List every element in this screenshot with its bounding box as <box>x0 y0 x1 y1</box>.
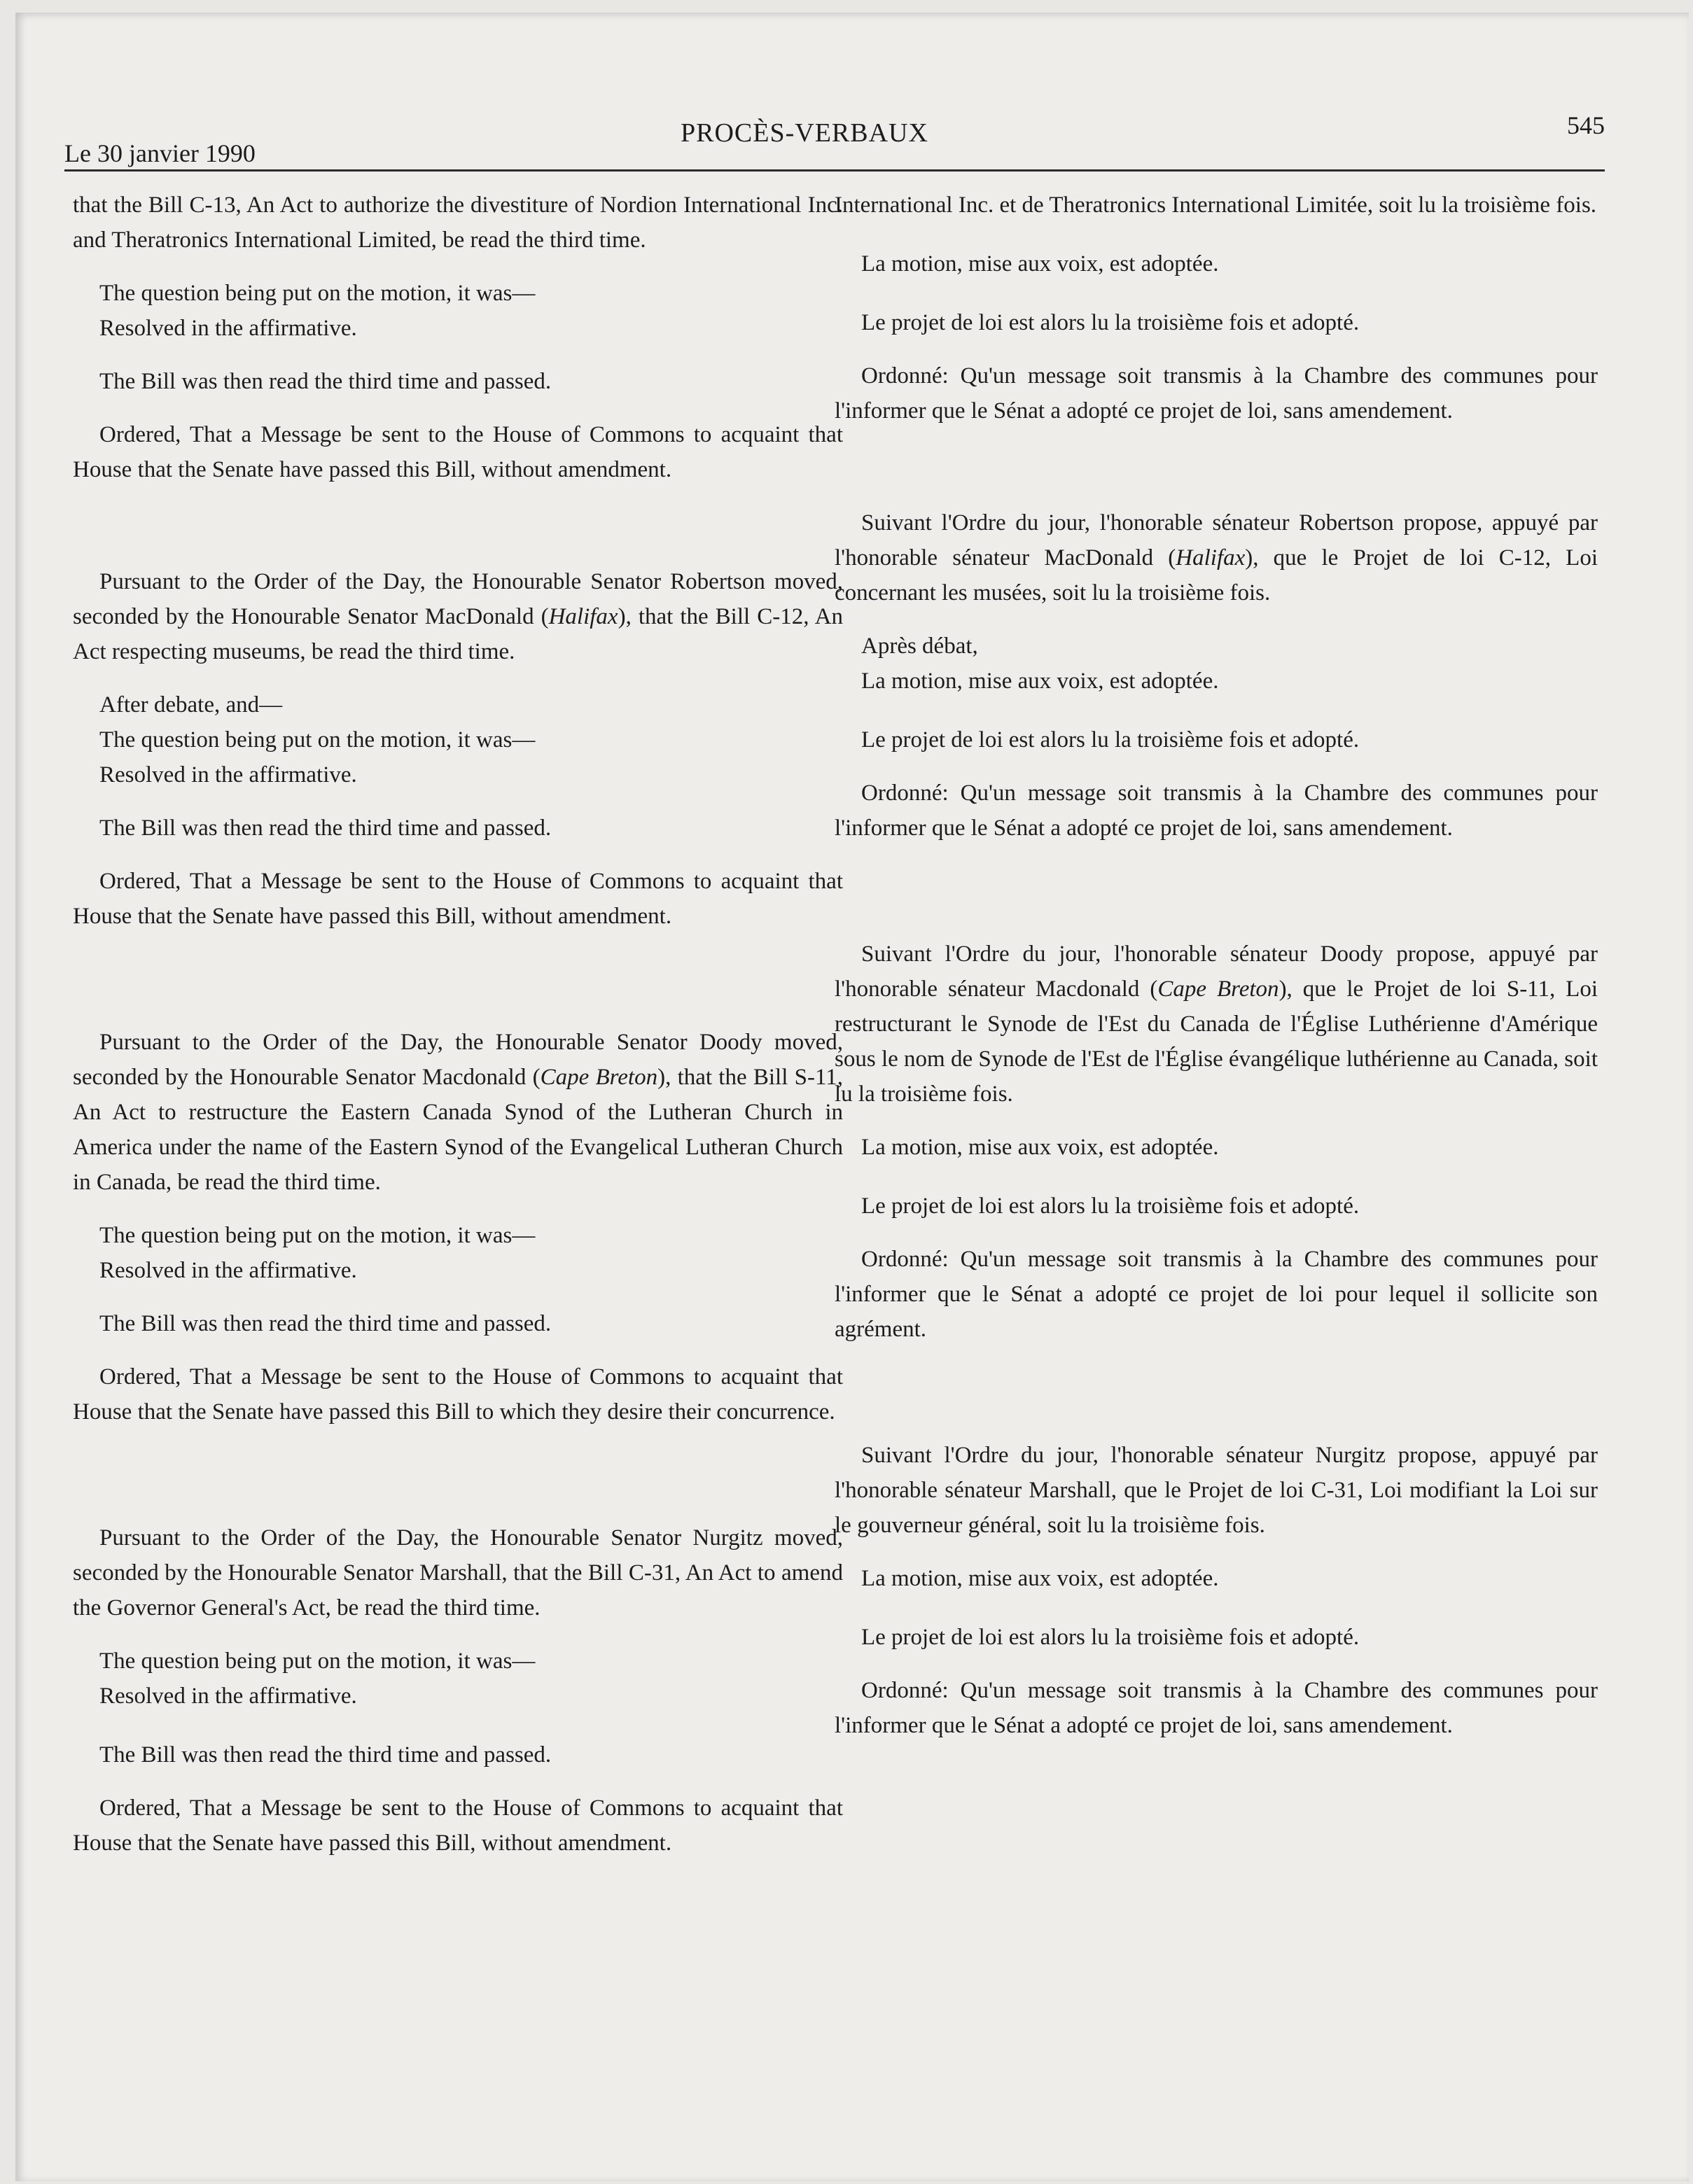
motion-text: Pursuant to the Order of the Day, the Honourable Senator Doody moved, seconded by the Honourable Senator Macdonald ( <box>73 1030 843 1090</box>
paragraph: Le projet de loi est alors lu la troisième fois et adopté. <box>861 1625 1360 1650</box>
header-date: Le 30 janvier 1990 <box>64 139 256 167</box>
constituency-italic: Halifax <box>548 604 618 629</box>
page-number: 545 <box>1567 111 1605 139</box>
motion-paragraph: Suivant l'Ordre du jour, l'honorable sénateur Nurgitz propose, appuyé par l'honorable sénateur Marshall, que le Projet de loi C-31, Loi modifiant la Loi sur le gouverneur général, soit lu la troisième fois. <box>835 1443 1598 1538</box>
motion-text: ), que le Projet de loi S-11, Loi restructurant le Synode de l'Est du Canada de l'Église Luthérienne d'Amérique sous le nom de Synode de l'Est de l'Église évangélique luthérienne au Canada, soit lu la troisième fois. <box>835 976 1598 1107</box>
vote-result: Resolved in the affirmative. <box>99 316 357 341</box>
vote-block <box>73 1218 843 1288</box>
constituency-italic: Cape Breton <box>540 1065 658 1090</box>
paragraph: Ordered, That a Message be sent to the House of Commons to acquaint that House that the Senate have passed this Bill to which they desire their concurrence. <box>73 1364 843 1424</box>
vote-result: Resolved in the affirmative. <box>99 762 357 788</box>
vote-line: After debate, and— <box>99 692 283 718</box>
page-header <box>64 111 1605 174</box>
vote-result: La motion, mise aux voix, est adoptée. <box>861 668 1219 694</box>
paragraph: Ordered, That a Message be sent to the House of Commons to acquaint that House that the Senate have passed this Bill, without amendment. <box>73 422 843 482</box>
paragraph: International Inc. et de Theratronics International Limitée, soit lu la troisième fois. <box>835 192 1597 218</box>
motion-text: Pursuant to the Order of the Day, the Honourable Senator Robertson moved, seconded by the Honourable Senator MacDonald ( <box>73 569 843 629</box>
vote-block <box>73 1644 843 1714</box>
motion-paragraph <box>73 564 843 669</box>
constituency-italic: Halifax <box>1176 545 1246 570</box>
motion-text: ), que le Projet de loi C-12, Loi concernant les musées, soit lu la troisième fois. <box>835 545 1598 606</box>
vote-result: Resolved in the affirmative. <box>99 1684 357 1709</box>
constituency-italic: Cape Breton <box>1157 976 1279 1002</box>
paragraph: Le projet de loi est alors lu la troisième fois et adopté. <box>861 1194 1360 1219</box>
paragraph: Ordonné: Qu'un message soit transmis à la Chambre des communes pour l'informer que le Sénat a adopté ce projet de loi pour lequel il sollicite son agrément. <box>835 1247 1598 1342</box>
paragraph: that the Bill C-13, An Act to authorize the divestiture of Nordion International Inc. and Theratronics International Limited, be read the third time. <box>73 192 843 253</box>
paragraph: Ordonné: Qu'un message soit transmis à la Chambre des communes pour l'informer que le Sénat a adopté ce projet de loi, sans amendement. <box>835 363 1598 424</box>
motion-text: ), that the Bill C-12, An Act respecting museums, be read the third time. <box>73 604 843 664</box>
header-rule <box>64 169 1605 172</box>
paragraph: La motion, mise aux voix, est adoptée. <box>861 251 1219 276</box>
header-title: PROCÈS-VERBAUX <box>681 118 928 148</box>
paragraph: Le projet de loi est alors lu la troisième fois et adopté. <box>861 727 1360 752</box>
paragraph: La motion, mise aux voix, est adoptée. <box>861 1566 1219 1591</box>
motion-paragraph <box>73 1025 843 1200</box>
motion-paragraph <box>835 937 1598 1112</box>
vote-block <box>73 687 843 792</box>
paragraph: La motion, mise aux voix, est adoptée. <box>861 1135 1219 1160</box>
vote-block <box>73 276 843 346</box>
paragraph: The Bill was then read the third time and passed. <box>99 816 552 841</box>
motion-text: Suivant l'Ordre du jour, l'honorable sénateur Robertson propose, appuyé par l'honorable sénateur MacDonald ( <box>835 510 1598 570</box>
vote-line: The question being put on the motion, it was— <box>99 281 536 306</box>
motion-text: Suivant l'Ordre du jour, l'honorable sénateur Doody propose, appuyé par l'honorable sénateur Macdonald ( <box>835 941 1598 1002</box>
paragraph: The Bill was then read the third time and passed. <box>99 1311 552 1336</box>
paragraph: Ordonné: Qu'un message soit transmis à la Chambre des communes pour l'informer que le Sénat a adopté ce projet de loi, sans amendement. <box>835 780 1598 841</box>
paragraph: Ordered, That a Message be sent to the House of Commons to acquaint that House that the Senate have passed this Bill, without amendment. <box>73 1795 843 1856</box>
paragraph: The Bill was then read the third time and passed. <box>99 369 552 394</box>
paragraph: Ordonné: Qu'un message soit transmis à la Chambre des communes pour l'informer que le Sénat a adopté ce projet de loi, sans amendement. <box>835 1678 1598 1738</box>
vote-block <box>835 629 1598 699</box>
paragraph: Le projet de loi est alors lu la troisième fois et adopté. <box>861 310 1360 335</box>
vote-line: The question being put on the motion, it was— <box>99 1223 536 1248</box>
french-column <box>835 188 1598 1743</box>
vote-result: Resolved in the affirmative. <box>99 1258 357 1283</box>
vote-line: The question being put on the motion, it was— <box>99 727 536 752</box>
document-page <box>15 13 1689 2181</box>
vote-line: The question being put on the motion, it was— <box>99 1648 536 1674</box>
motion-paragraph: Pursuant to the Order of the Day, the Honourable Senator Nurgitz moved, seconded by the Honourable Senator Marshall, that the Bill C-31, An Act to amend the Governor General's Act, be read the third time. <box>73 1525 843 1620</box>
paragraph: The Bill was then read the third time and passed. <box>99 1742 552 1768</box>
vote-line: Après débat, <box>861 634 978 659</box>
motion-paragraph <box>835 505 1598 610</box>
motion-text: ), that the Bill S-11, An Act to restructure the Eastern Canada Synod of the Lutheran Church in America under the name of the Eastern Synod of the Evangelical Lutheran Church in Canada, be read the third time. <box>73 1065 843 1195</box>
paragraph: Ordered, That a Message be sent to the House of Commons to acquaint that House that the Senate have passed this Bill, without amendment. <box>73 869 843 929</box>
english-column <box>73 188 843 1861</box>
